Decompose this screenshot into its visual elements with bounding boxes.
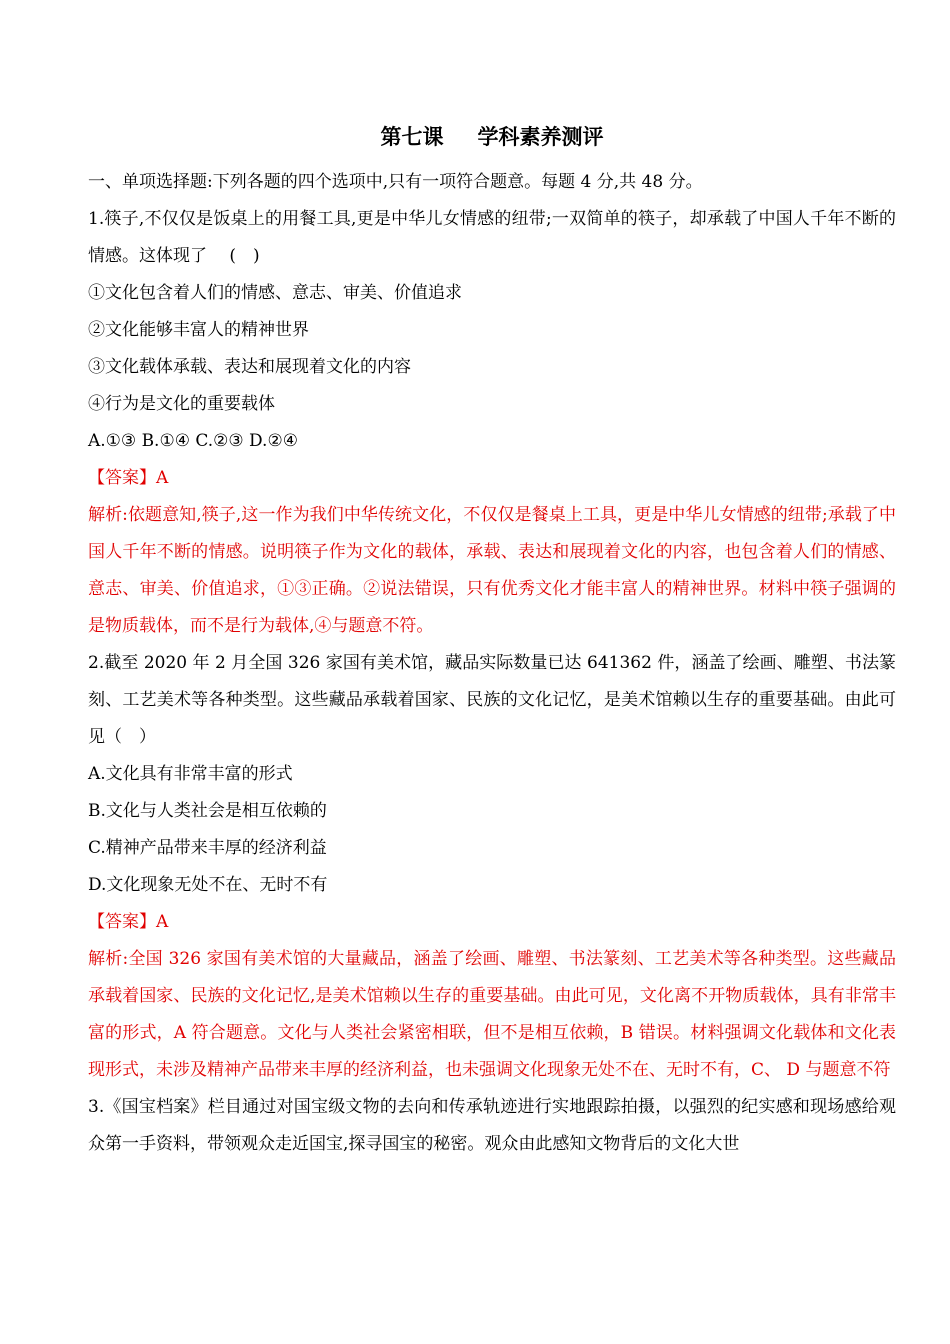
title-lesson: 第七课 (380, 124, 444, 149)
question-1-statement: ①文化包含着人们的情感、意志、审美、价值追求 (88, 283, 462, 303)
question-1-statement: ③文化载体承载、表达和展现着文化的内容 (88, 357, 411, 377)
question-2-stem: 2.截至 2020 年 2 月全国 326 家国有美术馆，藏品实际数量已达 641362 件，涵盖了绘画、雕塑、书法篆刻、工艺美术等各种类型。这些藏品承载着国家、民族的文化记忆，是美术馆赖以生存的重要基础。由此可见（ ） (88, 653, 896, 747)
question-1-stem: 1.筷子,不仅仅是饭桌上的用餐工具,更是中华儿女情感的纽带;一双简单的筷子，却承载了中国人千年不断的情感。这体现了 ( ) (88, 209, 896, 266)
question-1-statement: ②文化能够丰富人的精神世界 (88, 320, 309, 340)
question-2-choice: A.文化具有非常丰富的形式 (88, 764, 293, 784)
question-3-stem: 3.《国宝档案》栏目通过对国宝级文物的去向和传承轨迹进行实地跟踪拍摄，以强烈的纪实感和现场感给观众第一手资料，带领观众走近国宝,探寻国宝的秘密。观众由此感知文物背后的文化大世 (88, 1097, 896, 1154)
document-title (88, 122, 896, 152)
question-1-analysis: 解析:依题意知,筷子,这一作为我们中华传统文化，不仅仅是餐桌上工具，更是中华儿女情感的纽带;承载了中国人千年不断的情感。说明筷子作为文化的载体，承载、表达和展现着文化的内容，也包含着人们的情感、意志、审美、价值追求，①③正确。②说法错误，只有优秀文化才能丰富人的精神世界。材料中筷子强调的是物质载体，而不是行为载体,④与题意不符。 (88, 505, 896, 636)
question-2-choice: C.精神产品带来丰厚的经济利益 (88, 838, 327, 858)
question-2-choice: B.文化与人类社会是相互依赖的 (88, 801, 327, 821)
document-page (88, 122, 896, 1163)
question-1-statement: ④行为是文化的重要载体 (88, 394, 275, 414)
title-subject: 学科素养测评 (477, 124, 604, 149)
question-2-answer: 【答案】A (88, 912, 169, 932)
question-2-analysis: 解析:全国 326 家国有美术馆的大量藏品，涵盖了绘画、雕塑、书法篆刻、工艺美术等各种类型。这些藏品承载着国家、民族的文化记忆,是美术馆赖以生存的重要基础。由此可见，文化离不开物质载体，具有非常丰富的形式，A 符合题意。文化与人类社会紧密相联，但不是相互依赖，B 错误。材料强调文化载体和文化表现形式，未涉及精神产品带来丰厚的经济利益，也未强调文化现象无处不在、无时不有，C、 D 与题意不符 (88, 949, 896, 1080)
question-1-answer: 【答案】A (88, 468, 169, 488)
section-heading: 一、单项选择题:下列各题的四个选项中,只有一项符合题意。每题 4 分,共 48 分。 (88, 172, 703, 192)
question-2-choice: D.文化现象无处不在、无时不有 (88, 875, 328, 895)
question-1-options: A.①③ B.①④ C.②③ D.②④ (88, 431, 298, 451)
